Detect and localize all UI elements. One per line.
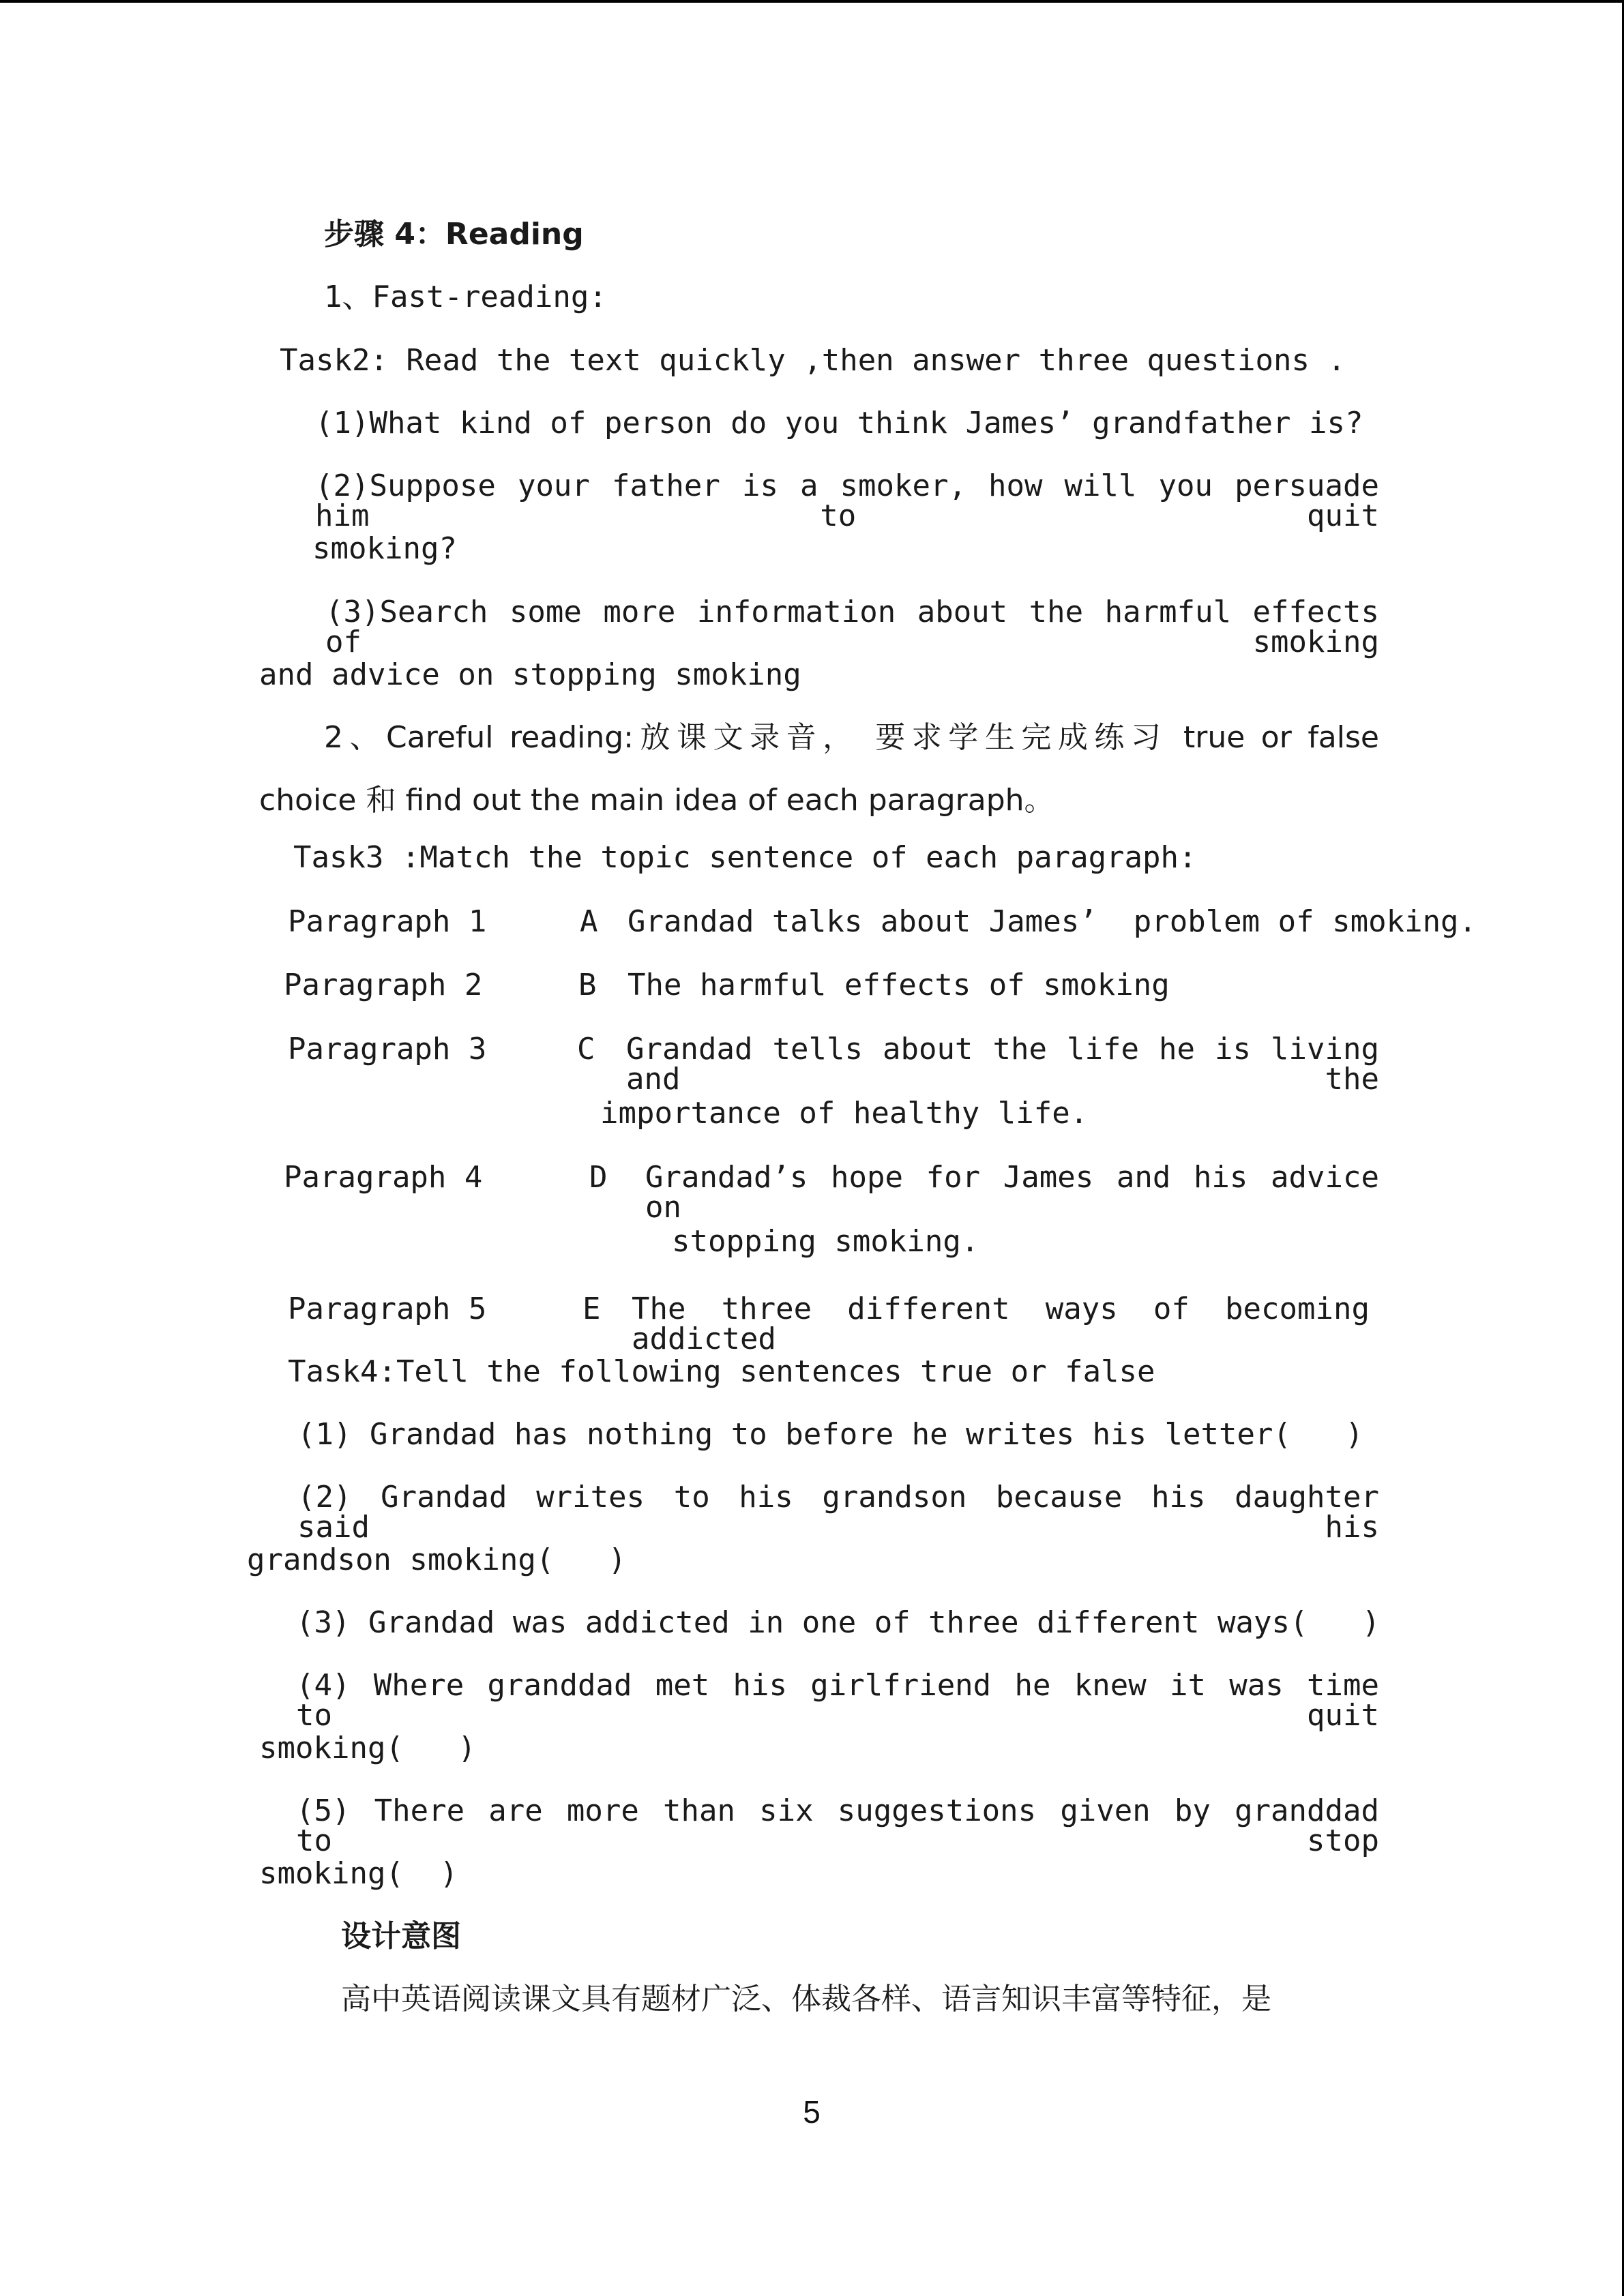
careful-reading-line-2: choice 和 find out the main idea of each paragraph。 (259, 783, 1054, 818)
paragraph-3-label: Paragraph 3 (288, 1032, 487, 1067)
option-b-letter: B (578, 968, 597, 1002)
careful-reading-line-1: 2、Careful reading:放课文录音， 要求学生完成练习 true or false (324, 720, 1379, 755)
statement-3: (3) Grandad was addicted in one of three different ways( ) (296, 1605, 1381, 1640)
task2-instruction: Task2: Read the text quickly ,then answer three questions . (280, 343, 1346, 378)
task4-title: Task4:Tell the following sentences true or false (288, 1354, 1155, 1389)
statement-4-line-1: (4) Where granddad met his girlfriend he knew it was time to quit (296, 1668, 1379, 1733)
option-c-text-continued: importance of healthy life. (600, 1096, 1089, 1131)
paragraph-1-label: Paragraph 1 (288, 904, 487, 939)
paragraph-4-label: Paragraph 4 (284, 1160, 483, 1195)
question-2-line-2: smoking? (312, 531, 457, 566)
option-c-letter: C (577, 1032, 595, 1067)
paragraph-5-label: Paragraph 5 (288, 1292, 487, 1326)
task3-title: Task3 :Match the topic sentence of each paragraph: (293, 840, 1197, 875)
statement-4-line-2: smoking( ) (259, 1731, 476, 1765)
option-d-text-continued: stopping smoking. (672, 1224, 979, 1259)
design-intent-text: 高中英语阅读课文具有题材广泛、体裁各样、语言知识丰富等特征，是 (341, 1982, 1271, 2016)
statement-2-line-1: (2) Grandad writes to his grandson because his daughter said his (297, 1480, 1379, 1545)
option-b-text: The harmful effects of smoking (628, 968, 1170, 1002)
option-e-letter: E (582, 1292, 601, 1326)
statement-1: (1) Grandad has nothing to before he writes his letter( ) (297, 1417, 1363, 1452)
page-number: 5 (803, 2094, 821, 2130)
question-1: (1)What kind of person do you think James’ grandfather is? (315, 406, 1363, 441)
option-a-letter: A (580, 904, 598, 939)
paragraph-2-label: Paragraph 2 (284, 968, 483, 1002)
option-c-text: Grandad tells about the life he is living and the (626, 1032, 1379, 1097)
option-e-text: The three different ways of becoming addicted (632, 1292, 1370, 1356)
option-d-text: Grandad’s hope for James and his advice on (645, 1160, 1379, 1225)
question-3-line-2: and advice on stopping smoking (259, 657, 801, 692)
question-3-line-1: (3)Search some more information about the harmful effects of smoking (325, 595, 1379, 659)
statement-5-line-1: (5) There are more than six suggestions given by granddad to stop (296, 1793, 1379, 1858)
option-a-text: Grandad talks about James’ problem of smoking. (628, 904, 1477, 939)
design-intent-heading: 设计意图 (341, 1919, 461, 1954)
fast-reading-label: 1、Fast-reading: (324, 280, 607, 314)
statement-5-line-2: smoking( ) (259, 1856, 458, 1891)
top-border (0, 0, 1624, 3)
option-d-letter: D (589, 1160, 608, 1195)
question-2-line-1: (2)Suppose your father is a smoker, how will you persuade him to quit (315, 468, 1379, 533)
statement-2-line-2: grandson smoking( ) (247, 1542, 627, 1577)
step-heading: 步骤 4：Reading (324, 217, 584, 252)
